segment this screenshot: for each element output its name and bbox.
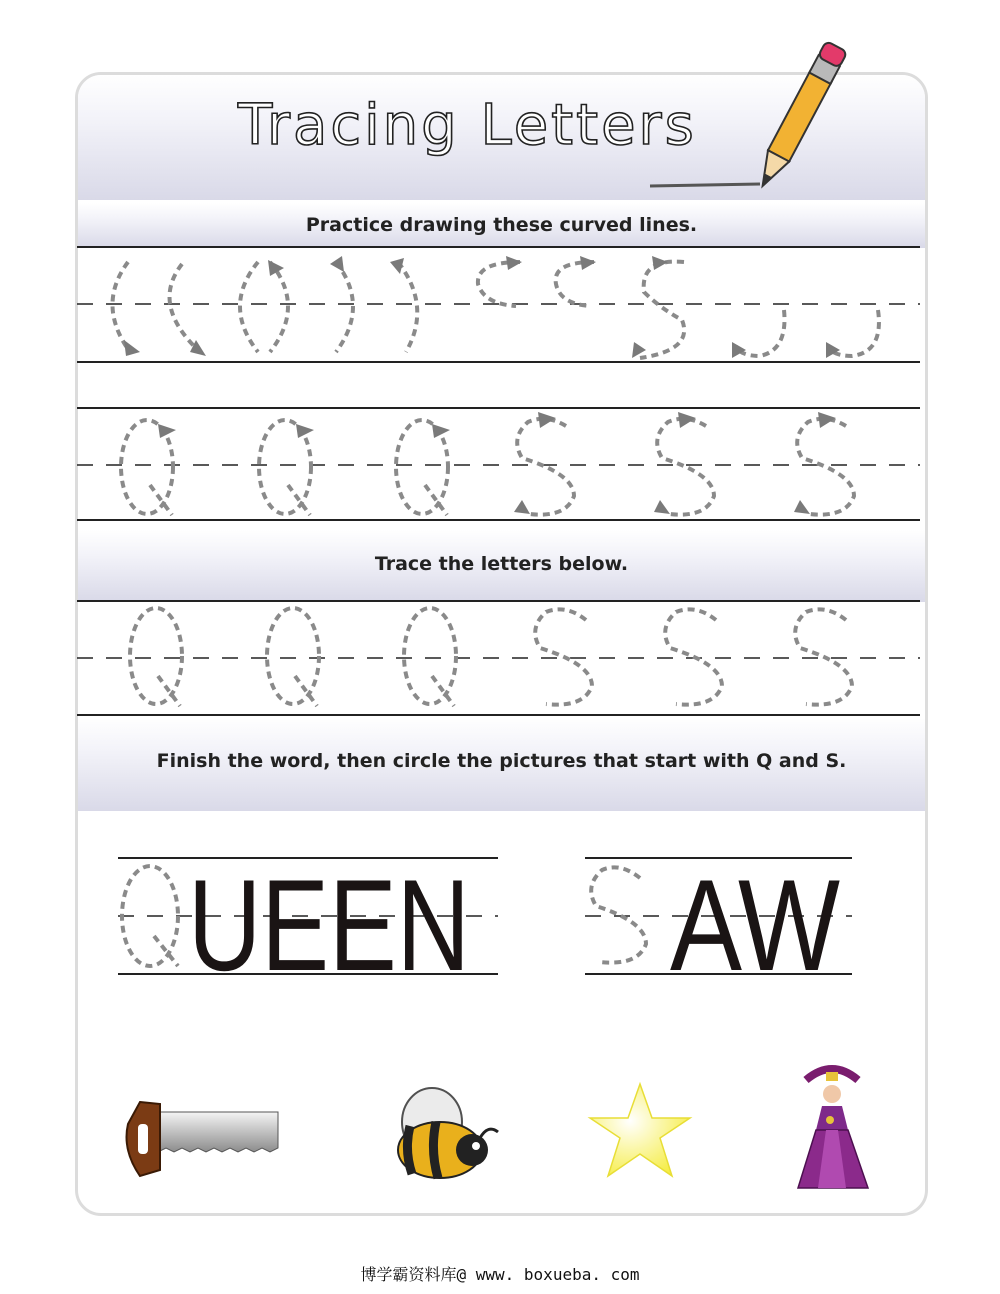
star-icon (590, 1084, 690, 1176)
guide-lines-row-3 (77, 601, 920, 715)
curved-lines-row (112, 262, 878, 358)
pencil-scribble (650, 184, 760, 186)
queen-icon (798, 1069, 868, 1188)
traced-s-in-word (591, 867, 646, 962)
trace-letters-row (130, 608, 852, 706)
instruction-trace-letters: Trace the letters below. (374, 553, 629, 575)
guide-lines-row-2 (77, 408, 920, 520)
guide-lines-row-1 (77, 247, 920, 362)
saw-icon (127, 1102, 279, 1176)
pencil-icon (752, 41, 847, 192)
instruction-curved-lines: Practice drawing these curved lines. (305, 214, 698, 236)
letters-with-arrows-row (121, 419, 854, 515)
bee-icon (398, 1088, 498, 1178)
word-queen-rest: UEEN (188, 852, 470, 998)
footer-watermark: 博学霸资料库@ www. boxueba. com (360, 1265, 640, 1284)
instruction-finish-word: Finish the word, then circle the pictures that start with Q and S. (156, 750, 847, 772)
page-title: Tracing Letters (238, 93, 697, 158)
word-saw-rest: AW (670, 852, 841, 998)
